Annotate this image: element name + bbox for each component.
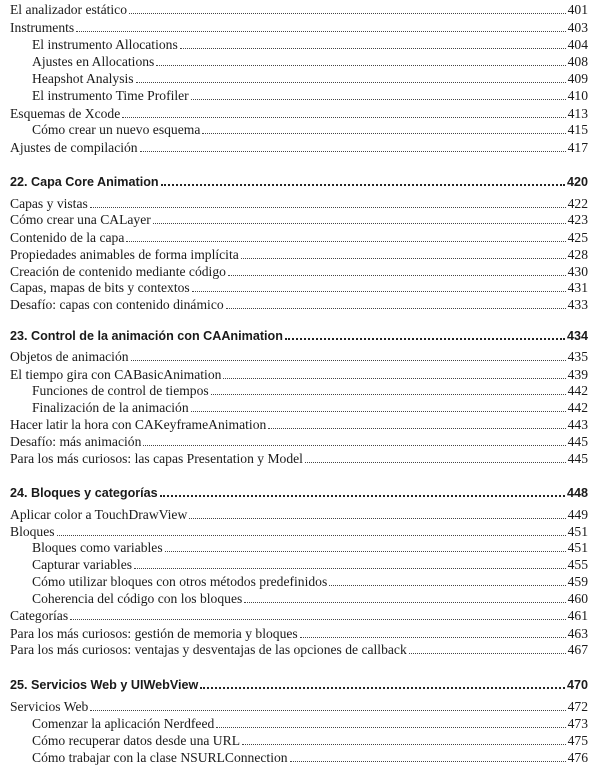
toc-entry-title: Para los más curiosos: ventajas y desventajas de las opciones de callback bbox=[10, 642, 407, 657]
dot-leader bbox=[189, 518, 565, 519]
toc-entry bbox=[10, 277, 588, 295]
toc-entry-page-number: 448 bbox=[566, 486, 588, 500]
dot-leader bbox=[223, 378, 565, 379]
dot-leader bbox=[156, 65, 565, 66]
toc-entry-page-number: 439 bbox=[567, 367, 588, 382]
dot-leader bbox=[191, 411, 566, 412]
toc-entry-title: Capturar variables bbox=[32, 557, 133, 572]
toc-entry-title: Creación de contenido mediante código bbox=[10, 264, 226, 279]
toc-entry bbox=[10, 380, 588, 398]
toc-entry-page-number: 455 bbox=[567, 557, 588, 572]
toc-entry-page-number: 461 bbox=[567, 608, 588, 623]
dot-leader bbox=[192, 291, 566, 292]
toc-entry bbox=[10, 209, 588, 227]
toc-entry-page-number: 473 bbox=[567, 716, 588, 731]
dot-leader bbox=[160, 495, 565, 497]
dot-leader bbox=[191, 99, 566, 100]
dot-leader bbox=[241, 258, 566, 259]
toc-entry-page-number: 476 bbox=[567, 750, 588, 765]
toc-entry bbox=[10, 713, 588, 731]
toc-entry-page-number: 451 bbox=[567, 540, 588, 555]
toc-entry-title: Comenzar la aplicación Nerdfeed bbox=[32, 716, 215, 731]
toc-entry-title: Servicios Web bbox=[10, 699, 89, 714]
toc-entry-page-number: 433 bbox=[567, 297, 588, 312]
toc-entry bbox=[10, 588, 588, 606]
toc-entry bbox=[10, 0, 588, 17]
toc-entry-page-number: 413 bbox=[567, 106, 588, 121]
toc-entry-page-number: 459 bbox=[567, 574, 588, 589]
toc-entry-title: 23. Control de la animación con CAAnimation bbox=[10, 329, 283, 343]
dot-leader bbox=[305, 462, 566, 463]
toc-entry bbox=[10, 504, 588, 522]
toc-entry-page-number: 442 bbox=[567, 400, 588, 415]
toc-entry-page-number: 415 bbox=[567, 122, 588, 137]
dot-leader bbox=[200, 687, 565, 689]
toc-entry-page-number: 435 bbox=[567, 349, 588, 364]
toc-entry bbox=[10, 397, 588, 415]
toc-entry-title: Categorías bbox=[10, 608, 69, 623]
toc-entry-page-number: 460 bbox=[567, 591, 588, 606]
toc-entry-page-number: 417 bbox=[567, 140, 588, 155]
dot-leader bbox=[57, 535, 566, 536]
toc-entry-page-number: 472 bbox=[567, 699, 588, 714]
toc-entry-page-number: 425 bbox=[567, 230, 588, 245]
dot-leader bbox=[202, 133, 565, 134]
dot-leader bbox=[131, 360, 566, 361]
toc-entry-title: Desafío: capas con contenido dinámico bbox=[10, 297, 224, 312]
toc-entry-page-number: 403 bbox=[567, 20, 588, 35]
toc-entry-title: Cómo crear un nuevo esquema bbox=[32, 122, 201, 137]
toc-entry-page-number: 463 bbox=[567, 626, 588, 641]
toc-entry-title: 25. Servicios Web y UIWebView bbox=[10, 678, 199, 692]
toc-entry-page-number: 410 bbox=[567, 88, 588, 103]
toc-entry bbox=[10, 747, 588, 765]
toc-entry bbox=[10, 696, 588, 714]
toc-entry-page-number: 445 bbox=[567, 451, 588, 466]
dot-leader bbox=[409, 653, 566, 654]
toc-entry bbox=[10, 346, 588, 364]
dot-leader bbox=[290, 761, 566, 762]
dot-leader bbox=[161, 184, 565, 186]
toc-entry bbox=[10, 639, 588, 657]
toc-entry-title: Objetos de animación bbox=[10, 349, 129, 364]
toc-entry-title: Bloques bbox=[10, 524, 55, 539]
toc-entry-page-number: 401 bbox=[567, 2, 588, 17]
toc-entry-title: Propiedades animables de forma implícita bbox=[10, 247, 239, 262]
toc-entry-page-number: 467 bbox=[567, 642, 588, 657]
toc-entry bbox=[10, 448, 588, 466]
dot-leader bbox=[126, 241, 565, 242]
toc-entry-page-number: 443 bbox=[567, 417, 588, 432]
dot-leader bbox=[140, 151, 566, 152]
toc-entry-title: Para los más curiosos: gestión de memoria y bloques bbox=[10, 626, 298, 641]
toc-entry-page-number: 445 bbox=[567, 434, 588, 449]
toc-entry-title: El instrumento Allocations bbox=[32, 37, 178, 52]
toc-chapter-entry bbox=[10, 482, 588, 500]
toc-entry-title: Contenido de la capa bbox=[10, 230, 125, 245]
toc-entry-page-number: 404 bbox=[567, 37, 588, 52]
toc-entry-page-number: 442 bbox=[567, 383, 588, 398]
dot-leader bbox=[143, 445, 565, 446]
dot-leader bbox=[129, 13, 566, 14]
dot-leader bbox=[165, 551, 566, 552]
toc-entry-page-number: 409 bbox=[567, 71, 588, 86]
toc-entry-title: Cómo trabajar con la clase NSURLConnection bbox=[32, 750, 288, 765]
toc-chapter-entry bbox=[10, 325, 588, 343]
dot-leader bbox=[228, 275, 566, 276]
dot-leader bbox=[136, 82, 566, 83]
toc-entry bbox=[10, 227, 588, 245]
toc-entry-page-number: 475 bbox=[567, 733, 588, 748]
dot-leader bbox=[90, 710, 565, 711]
dot-leader bbox=[70, 619, 565, 620]
toc-entry-title: Heapshot Analysis bbox=[32, 71, 134, 86]
toc-entry-title: Instruments bbox=[10, 20, 75, 35]
toc-entry bbox=[10, 244, 588, 262]
toc-entry bbox=[10, 68, 588, 86]
toc-entry-title: Finalización de la animación bbox=[32, 400, 189, 415]
toc-entry-title: El tiempo gira con CABasicAnimation bbox=[10, 367, 222, 382]
dot-leader bbox=[90, 207, 566, 208]
toc-entry bbox=[10, 554, 588, 572]
dot-leader bbox=[153, 223, 566, 224]
toc-entry-title: Aplicar color a TouchDrawView bbox=[10, 507, 188, 522]
toc-entry-title: Esquemas de Xcode bbox=[10, 106, 121, 121]
dot-leader bbox=[180, 48, 566, 49]
toc-entry-page-number: 420 bbox=[566, 175, 588, 189]
dot-leader bbox=[216, 727, 565, 728]
toc-entry-title: 24. Bloques y categorías bbox=[10, 486, 158, 500]
toc-entry bbox=[10, 17, 588, 35]
toc-entry-page-number: 449 bbox=[567, 507, 588, 522]
toc-entry-title: Capas, mapas de bits y contextos bbox=[10, 280, 190, 295]
toc-entry-page-number: 470 bbox=[566, 678, 588, 692]
toc-entry bbox=[10, 605, 588, 623]
toc-entry bbox=[10, 51, 588, 69]
toc-entry-title: Coherencia del código con los bloques bbox=[32, 591, 243, 606]
dot-leader bbox=[122, 117, 565, 118]
toc-entry-title: 22. Capa Core Animation bbox=[10, 175, 159, 189]
toc-entry-page-number: 434 bbox=[566, 329, 588, 343]
toc-entry bbox=[10, 294, 588, 312]
toc-entry-page-number: 428 bbox=[567, 247, 588, 262]
toc-entry bbox=[10, 119, 588, 137]
toc-entry-title: Hacer latir la hora con CAKeyframeAnimation bbox=[10, 417, 267, 432]
toc-entry-title: Desafío: más animación bbox=[10, 434, 142, 449]
toc-entry-page-number: 422 bbox=[567, 196, 588, 211]
toc-entry-page-number: 408 bbox=[567, 54, 588, 69]
toc-entry-title: Funciones de control de tiempos bbox=[32, 383, 209, 398]
dot-leader bbox=[244, 602, 565, 603]
toc-entry-title: Cómo crear una CALayer bbox=[10, 212, 151, 227]
toc-entry bbox=[10, 431, 588, 449]
dot-leader bbox=[226, 308, 566, 309]
toc-entry-page-number: 431 bbox=[567, 280, 588, 295]
toc-entry bbox=[10, 414, 588, 432]
dot-leader bbox=[300, 637, 566, 638]
toc-entry-title: Bloques como variables bbox=[32, 540, 163, 555]
toc-chapter-entry bbox=[10, 171, 588, 189]
toc-entry-page-number: 423 bbox=[567, 212, 588, 227]
toc-chapter-entry bbox=[10, 674, 588, 692]
dot-leader bbox=[329, 585, 565, 586]
toc-entry bbox=[10, 571, 588, 589]
toc-entry bbox=[10, 85, 588, 103]
toc-entry-page-number: 451 bbox=[567, 524, 588, 539]
toc-entry-title: Para los más curiosos: las capas Presentation y Model bbox=[10, 451, 303, 466]
dot-leader bbox=[268, 428, 565, 429]
toc-entry-title: Cómo utilizar bloques con otros métodos predefinidos bbox=[32, 574, 328, 589]
dot-leader bbox=[285, 338, 565, 340]
dot-leader bbox=[76, 31, 565, 32]
toc-entry bbox=[10, 137, 588, 155]
toc-entry-title: El instrumento Time Profiler bbox=[32, 88, 189, 103]
toc-entry-title: Ajustes en Allocations bbox=[32, 54, 155, 69]
toc-entry-title: El analizador estático bbox=[10, 2, 128, 17]
toc-entry bbox=[10, 537, 588, 555]
toc-entry bbox=[10, 34, 588, 52]
toc-entry-title: Cómo recuperar datos desde una URL bbox=[32, 733, 240, 748]
toc-entry bbox=[10, 730, 588, 748]
toc-entry-page-number: 430 bbox=[567, 264, 588, 279]
dot-leader bbox=[134, 568, 566, 569]
toc-entry-title: Ajustes de compilación bbox=[10, 140, 138, 155]
dot-leader bbox=[242, 744, 566, 745]
toc-entry-title: Capas y vistas bbox=[10, 196, 88, 211]
dot-leader bbox=[211, 394, 566, 395]
